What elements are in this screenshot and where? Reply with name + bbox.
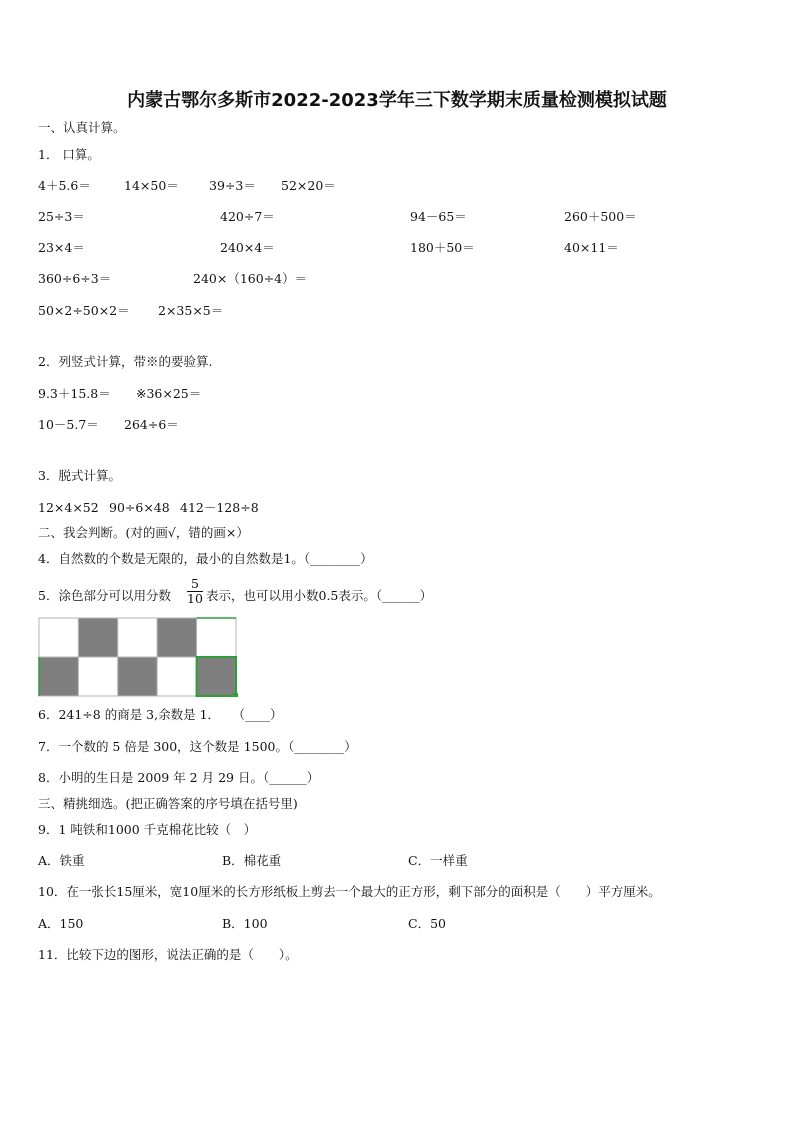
grid-cell-shaded xyxy=(39,657,78,696)
q1-item: 360÷6÷3＝ xyxy=(38,271,112,286)
grid-cell-shaded xyxy=(197,657,236,696)
q1-item: 50×2÷50×2＝ xyxy=(38,303,130,318)
q2-item: 264÷6＝ xyxy=(124,417,179,432)
grid-cell xyxy=(39,618,78,657)
question-6: 6．241÷8 的商是 3,余数是 1． （____） xyxy=(38,707,283,722)
question-1-label: 1． 口算。 xyxy=(38,147,100,162)
q1-item: 240×4＝ xyxy=(220,240,275,255)
q1-item: 2×35×5＝ xyxy=(158,303,224,318)
q10-option-a: A．150 xyxy=(38,916,84,931)
q3-item: 90÷6×48 xyxy=(109,500,170,515)
fraction xyxy=(187,577,203,606)
grid-cell xyxy=(118,618,157,657)
q1-item: 40×11＝ xyxy=(564,240,619,255)
section-heading-1: 一、认真计算。 xyxy=(38,120,126,135)
section-heading-2: 二、我会判断。(对的画√，错的画×） xyxy=(38,525,249,540)
q10-option-b: B．100 xyxy=(222,916,268,931)
q1-item: 52×20＝ xyxy=(281,178,336,193)
q1-item: 23×4＝ xyxy=(38,240,85,255)
q1-item: 25÷3＝ xyxy=(38,209,85,224)
grid-cell xyxy=(157,657,196,696)
grid-cell xyxy=(197,618,236,657)
shaded-grid-figure xyxy=(38,617,242,697)
grid-cell xyxy=(78,657,117,696)
q3-item: 412－128÷8 xyxy=(180,500,259,515)
question-5-after: 表示，也可以用小数0.5表示。（______） xyxy=(206,588,433,603)
q10-option-c: C．50 xyxy=(408,916,446,931)
fraction-numerator: 5 xyxy=(187,577,203,592)
grid-cell-shaded xyxy=(157,618,196,657)
fraction-denominator: 10 xyxy=(187,591,203,606)
page-title: 内蒙古鄂尔多斯市2022-2023学年三下数学期末质量检测模拟试题 xyxy=(127,90,667,111)
question-9: 9．1 吨铁和1000 千克棉花比较（ ） xyxy=(38,822,257,837)
question-3-label: 3．脱式计算。 xyxy=(38,468,121,483)
q1-item: 180＋50＝ xyxy=(410,240,475,255)
q2-item: 10－5.7＝ xyxy=(38,417,99,432)
q1-item: 14×50＝ xyxy=(124,178,179,193)
q1-item: 420÷7＝ xyxy=(220,209,275,224)
q9-option-a: A．铁重 xyxy=(38,853,85,868)
question-5-before: 5．涂色部分可以用分数 xyxy=(38,588,171,603)
q2-item: 9.3＋15.8＝ xyxy=(38,386,111,401)
section-heading-3: 三、精挑细选。(把正确答案的序号填在括号里) xyxy=(38,796,298,811)
q1-item: 94－65＝ xyxy=(410,209,467,224)
q9-option-b: B．棉花重 xyxy=(222,853,282,868)
question-10: 10．在一张长15厘米，宽10厘米的长方形纸板上剪去一个最大的正方形，剩下部分的面积是（ ）平方厘米。 xyxy=(38,884,661,899)
grid-cell-shaded xyxy=(118,657,157,696)
question-8: 8．小明的生日是 2009 年 2 月 29 日。（______） xyxy=(38,770,320,785)
q3-item: 12×4×52 xyxy=(38,500,99,515)
q1-item: 240×（160÷4）＝ xyxy=(193,271,308,286)
question-7: 7．一个数的 5 倍是 300，这个数是 1500。（________） xyxy=(38,739,357,754)
grid-cell-shaded xyxy=(78,618,117,657)
q1-item: 39÷3＝ xyxy=(209,178,256,193)
question-11: 11．比较下边的图形，说法正确的是（ ）。 xyxy=(38,947,298,962)
q1-item: 260＋500＝ xyxy=(564,209,637,224)
q1-item: 4＋5.6＝ xyxy=(38,178,91,193)
q2-item: ※36×25＝ xyxy=(136,386,202,401)
grid-selection-handle xyxy=(233,693,238,697)
q9-option-c: C．一样重 xyxy=(408,853,468,868)
question-2-label: 2．列竖式计算，带※的要验算. xyxy=(38,354,213,369)
question-4: 4．自然数的个数是无限的，最小的自然数是1。（________） xyxy=(38,551,373,566)
